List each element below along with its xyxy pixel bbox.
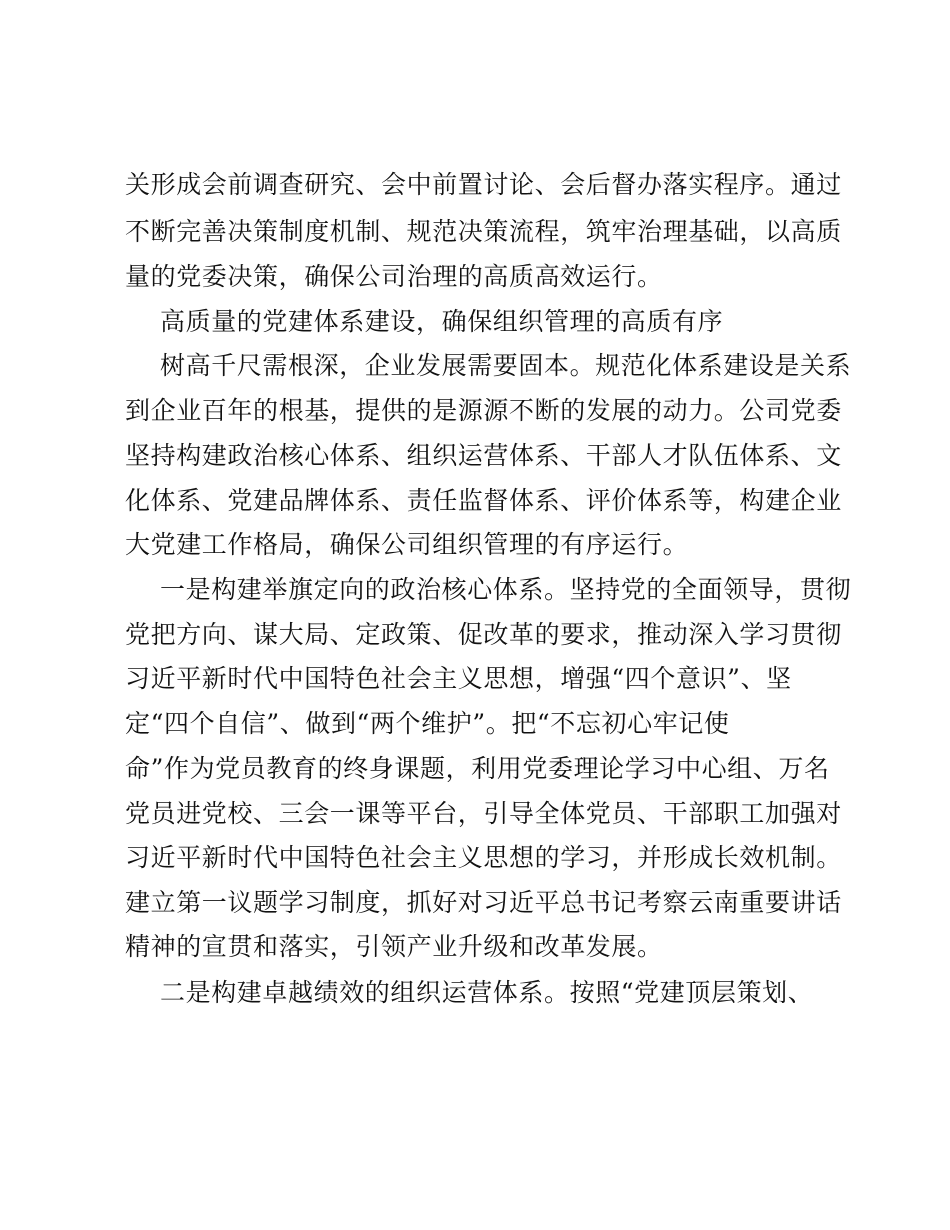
paragraph-line: 关形成会前调查研究、会中前置讨论、会后督办落实程序。通过 (125, 170, 842, 199)
paragraph-line: 坚持构建政治核心体系、组织运营体系、干部人才队伍体系、文 (125, 441, 842, 470)
paragraph-line: 习近平新时代中国特色社会主义思想的学习，并形成长效机制。 (125, 843, 842, 872)
paragraph-line: 一是构建举旗定向的政治核心体系。坚持党的全面领导，贯彻 (160, 575, 852, 604)
paragraph-line: 到企业百年的根基，提供的是源源不断的发展的动力。公司党委 (125, 396, 842, 425)
paragraph-line: 习近平新时代中国特色社会主义思想，增强“四个意识”、坚 (125, 664, 792, 693)
paragraph-line: 党把方向、谋大局、定政策、促改革的要求，推动深入学习贯彻 (125, 620, 842, 649)
section-heading: 高质量的党建体系建设，确保组织管理的高质有序 (160, 307, 724, 336)
paragraph-line: 党员进党校、三会一课等平台，引导全体党员、干部职工加强对 (125, 799, 842, 828)
paragraph-line: 不断完善决策制度机制、规范决策流程，筑牢治理基础，以高质 (125, 217, 842, 246)
paragraph-line: 量的党委决策，确保公司治理的高质高效运行。 (125, 262, 663, 291)
paragraph-line: 命”作为党员教育的终身课题，利用党委理论学习中心组、万名 (125, 754, 830, 783)
paragraph-line: 化体系、党建品牌体系、责任监督体系、评价体系等，构建企业 (125, 486, 842, 515)
paragraph-line: 二是构建卓越绩效的组织运营体系。按照“党建顶层策划、 (160, 978, 814, 1007)
paragraph-line: 树高千尺需根深，企业发展需要固本。规范化体系建设是关系 (160, 351, 852, 380)
paragraph-line: 大党建工作格局，确保公司组织管理的有序运行。 (125, 530, 689, 559)
paragraph-line: 定“四个自信”、做到“两个维护”。把“不忘初心牢记使 (125, 709, 730, 738)
paragraph-line: 建立第一议题学习制度，抓好对习近平总书记考察云南重要讲话 (125, 888, 842, 917)
paragraph-line: 精神的宣贯和落实，引领产业升级和改革发展。 (125, 932, 663, 961)
